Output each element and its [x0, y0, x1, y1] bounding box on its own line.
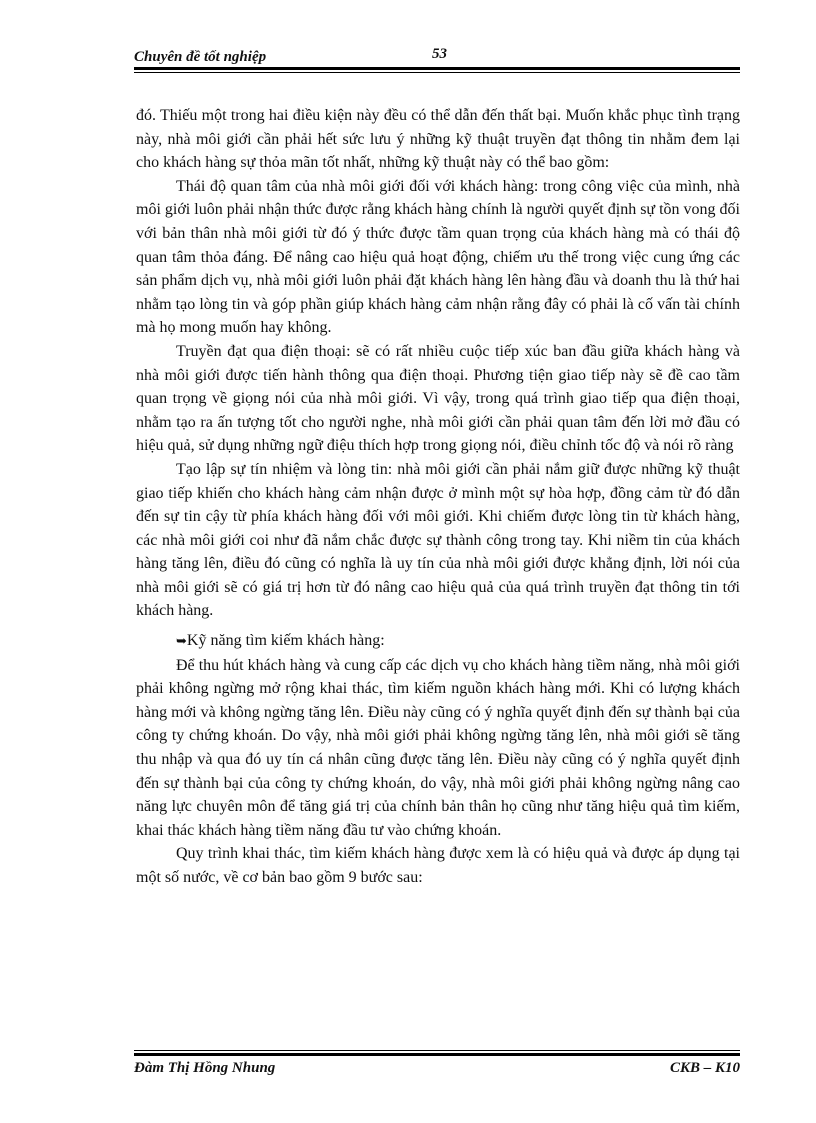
paragraph-6: Quy trình khai thác, tìm kiếm khách hàng được xem là có hiệu quả và được áp dụng tại một số nước, về cơ bản bao gồm 9 bước sau:	[136, 845, 740, 886]
document-title: Chuyên đề tốt nghiệp	[134, 49, 267, 65]
paragraph-5: Để thu hút khách hàng và cung cấp các dịch vụ cho khách hàng tiềm năng, nhà môi giới phải không ngừng mở rộng khai thác, tìm kiếm nguồn khách hàng mới. Khi có lượng khách hàng mới và không ngừng tăng lên. Điều này cũng có ý nghĩa quyết định đến sự thành bại của công ty chứng khoán. Do vậy, nhà môi giới phải không ngừng tăng lên, nhà môi giới sẽ tăng thu nhập và qua đó uy tín cá nhân cũng được tăng lên. Điều này cũng có ý nghĩa quyết định đến sự thành bại của công ty chứng khoán, do vậy, nhà môi giới phải không ngừng nâng cao năng lực chuyên môn để tăng giá trị của chính bản thân họ cũng như tăng hiệu quả tìm kiếm, khai thác khách hàng tiềm năng đầu tư vào chứng khoán.	[136, 656, 740, 839]
header-rule-thin	[134, 72, 740, 73]
bullet-heading-text: Kỹ năng tìm kiếm khách hàng:	[186, 632, 385, 650]
header-rule-thick	[134, 67, 740, 70]
paragraph-1: đó. Thiếu một trong hai điều kiện này đều có thể dẫn đến thất bại. Muốn khắc phục tình trạng này, nhà môi giới cần phải hết sức lưu ý những kỹ thuật truyền đạt thông tin nhằm đem lại cho khách hàng sự thỏa mãn tốt nhất, những kỹ thuật này có thể bao gồm:	[136, 107, 740, 172]
footer-rule-thick	[134, 1053, 740, 1056]
paragraph-3: Truyền đạt qua điện thoại: sẽ có rất nhiều cuộc tiếp xúc ban đầu giữa khách hàng và nhà môi giới được tiến hành thông qua điện thoại. Phương tiện giao tiếp này sẽ đề cao tầm quan trọng về giọng nói của nhà môi giới. Vì vậy, trong quá trình giao tiếp qua điện thoại, nhằm tạo ra ấn tượng tốt cho người nghe, nhà môi giới cần phải quan tâm đến lời mở đầu có hiệu quả, sử dụng những ngữ điệu thích hợp trong giọng nói, điều chỉnh tốc độ và nói rõ ràng	[136, 342, 740, 455]
footer-rule-thin	[134, 1050, 740, 1051]
paragraph-2: Thái độ quan tâm của nhà môi giới đối với khách hàng: trong công việc của mình, nhà môi giới luôn phải nhận thức được rằng khách hàng chính là người quyết định sự tồn vong đối với bản thân nhà môi giới từ đó ý thức được tầm quan trọng của khách hàng mà có thái độ quan tâm thỏa đáng. Để nâng cao hiệu quả hoạt động, chiếm ưu thế trong việc cung ứng các sản phẩm dịch vụ, nhà môi giới luôn phải đặt khách hàng lên hàng đầu và doanh thu là thứ hai nhằm tạo lòng tin và góp phần giúp khách hàng cảm nhận rằng đây có phải là cố vấn tài chính mà họ mong muốn hay không.	[136, 177, 740, 337]
footer-class: CKB – K10	[669, 1060, 740, 1076]
page-footer	[134, 1060, 740, 1080]
bullet-heading	[136, 629, 740, 654]
page-number: 53	[432, 46, 447, 62]
paragraph-4: Tạo lập sự tín nhiệm và lòng tin: nhà môi giới cần phải nắm giữ được những kỹ thuật giao tiếp khiến cho khách hàng cảm nhận được ở mình một sự hòa hợp, đồng cảm từ đó dẫn đến sự tin cậy từ phía khách hàng đối với môi giới. Khi chiếm được lòng tin từ khách hàng, các nhà môi giới coi như đã nắm chắc được sự thành công trong tay. Khi niềm tin của khách hàng tăng lên, điều đó cũng có nghĩa là uy tín của nhà môi giới được khẳng định, lời nói của nhà môi giới sẽ có giá trị hơn từ đó nâng cao hiệu quả của quá trình truyền đạt thông tin tới khách hàng.	[136, 460, 740, 620]
footer-author: Đàm Thị Hồng Nhung	[134, 1060, 276, 1076]
arrow-bullet-icon: ➥	[176, 634, 187, 650]
page-header	[134, 46, 740, 68]
body-text	[136, 104, 740, 890]
